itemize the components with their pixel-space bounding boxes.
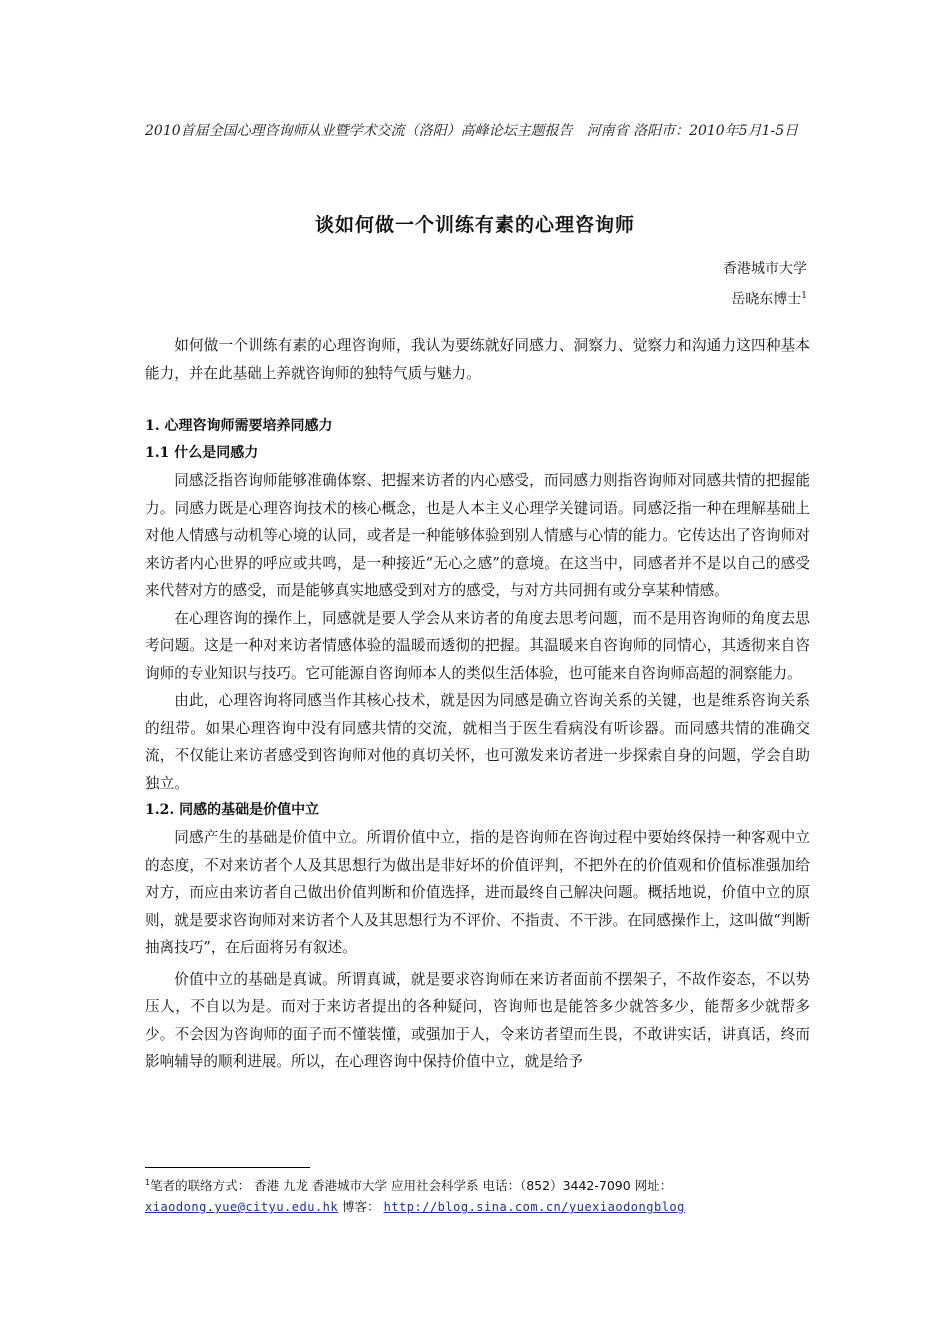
author-footnote-mark: 1: [801, 291, 807, 301]
author-name: 岳晓东博士: [731, 291, 802, 308]
paragraph: 在心理咨询的操作上，同感就是要人学会从来访者的角度去思考问题，而不是用咨询师的角度去思考问题。这是一种对来访者情感体验的温暖而透彻的把握。其温暖来自咨询师的同情心，其透彻来自咨询师的专业知识与技巧。它可能源自咨询师本人的类似生活体验，也可能来自咨询师高超的洞察能力。: [145, 609, 810, 682]
intro-paragraph: 如何做一个训练有素的心理咨询师，我认为要练就好同感力、洞察力、觉察力和沟通力这四种基本能力，并在此基础上养就咨询师的独特气质与魅力。: [145, 337, 810, 382]
conference-header: 2010首届全国心理咨询师从业暨学术交流（洛阳）高峰论坛主题报告 河南省 洛阳市：2010年5月1-5日: [145, 123, 799, 139]
article-body: [145, 332, 810, 1076]
blog-link[interactable]: http://blog.sina.com.cn/yuexiaodongblog: [383, 1200, 685, 1215]
page-title: 谈如何做一个训练有素的心理咨询师: [314, 214, 635, 236]
paragraph: 同感泛指咨询师能够准确体察、把握来访者的内心感受，而同感力则指咨询师对同感共情的把握能力。同感力既是心理咨询技术的核心概念，也是人本主义心理学关键词语。同感泛指一种在理解基础上对他人情感与动机等心境的认同，或者是一种能够体验到别人情感与心情的能力。它传达出了咨询师对来访者内心世界的呼应或共鸣，是一种接近“无心之感”的意境。在这当中，同感者并不是以自己的感受来代替对方的感受，而是能够真实地感受到对方的感受，与对方共同拥有或分享某种情感。: [145, 472, 810, 599]
footnote: [145, 1172, 815, 1218]
email-link[interactable]: xiaodong.yue@cityu.edu.hk: [145, 1200, 339, 1215]
paragraph: 由此，心理咨询将同感当作其核心技术，就是因为同感是确立咨询关系的关键，也是维系咨询关系的纽带。如果心理咨询中没有同感共情的交流，就相当于医生看病没有听诊器。而同感共情的准确交流，不仅能让来访者感受到咨询师对他的真切关怀，也可激发来访者进一步探索自身的问题，学会自助独立。: [145, 692, 810, 792]
author-block: [723, 256, 807, 314]
section-1-2-heading: 1.2. 同感的基础是价值中立: [145, 802, 320, 818]
footnote-contact: 笔者的联络方式： 香港 九龙 香港城市大学 应用社会科学系 电话：（852）3442-7090 网址：: [150, 1178, 673, 1194]
affiliation: 香港城市大学: [723, 261, 807, 277]
section-1-1-heading: 1.1 什么是同感力: [145, 445, 259, 461]
author-line: [723, 283, 807, 314]
footnote-divider: [145, 1167, 310, 1168]
footnote-mark: 1: [145, 1178, 151, 1187]
section-1-heading: 1. 心理咨询师需要培养同感力: [145, 418, 333, 434]
blog-label: 博客：: [342, 1199, 380, 1215]
paragraph: 价值中立的基础是真诚。所谓真诚，就是要求咨询师在来访者面前不摆架子，不故作姿态，不以势压人，不自以为是。而对于来访者提出的各种疑问，咨询师也是能答多少就答多少，能帮多少就帮多少。不会因为咨询师的面子而不懂装懂，或强加于人，令来访者望而生畏，不敢讲实话，讲真话，终而影响辅导的顺利进展。所以，在心理咨询中保持价值中立，就是给予: [145, 970, 810, 1070]
paragraph: 同感产生的基础是价值中立。所谓价值中立，指的是咨询师在咨询过程中要始终保持一种客观中立的态度，不对来访者个人及其思想行为做出是非好坏的价值评判，不把外在的价值观和价值标准强加给对方，而应由来访者自己做出价值判断和价值选择，进而最终自己解决问题。概括地说，价值中立的原则，就是要求咨询师对来访者个人及其思想行为不评价、不指责、不干涉。在同感操作上，这叫做“判断抽离技巧”，在后面将另有叙述。: [145, 829, 810, 956]
